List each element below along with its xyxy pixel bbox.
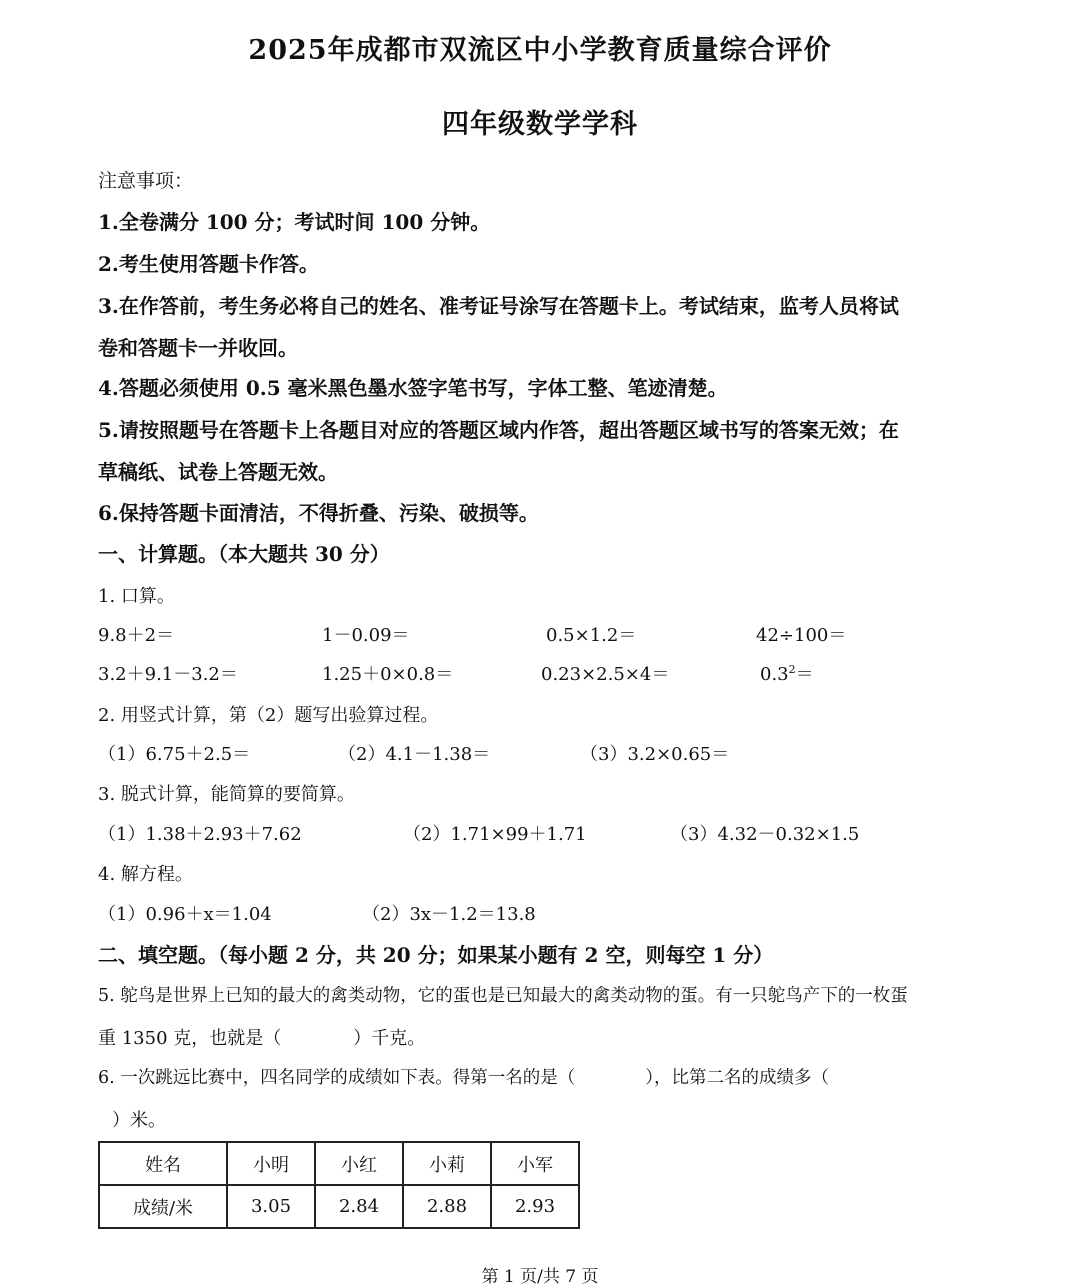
q4-label: 4. 解方程。 xyxy=(98,864,193,885)
q1-item-square: $0.3^2=$ xyxy=(760,663,814,685)
q3-item: （2）1.71×99＋1.71 xyxy=(403,824,587,845)
q2-item: （3）3.2×0.65＝ xyxy=(580,744,730,765)
table-header-cell: 小红 xyxy=(315,1142,403,1185)
notice-item: 4.答题必须使用 0.5 毫米黑色墨水签字笔书写，字体工整、笔迹清楚。 xyxy=(98,376,728,400)
page-footer: 第 1 页/共 7 页 xyxy=(481,1267,599,1287)
table-cell: 2.93 xyxy=(491,1185,579,1228)
q1-item: 42÷100＝ xyxy=(756,625,847,646)
notice-item: 卷和答题卡一并收回。 xyxy=(98,336,298,360)
notice-heading: 注意事项： xyxy=(98,170,194,192)
notice-item: 6.保持答题卡面清洁，不得折叠、污染、破损等。 xyxy=(98,501,539,525)
q2-label: 2. 用竖式计算，第（2）题写出验算过程。 xyxy=(98,705,439,726)
table-header-cell: 姓名 xyxy=(99,1142,227,1185)
table-cell: 成绩/米 xyxy=(99,1185,227,1228)
q5-line1: 5. 鸵鸟是世界上已知的最大的禽类动物，它的蛋也是已知最大的禽类动物的蛋。有一只鸵鸟产下的一枚蛋 xyxy=(98,986,908,1006)
q1-item: 0.5×1.2＝ xyxy=(546,625,637,646)
section2-heading: 二、填空题。（每小题 2 分，共 20 分；如果某小题有 2 空，则每空 1 分） xyxy=(98,943,774,967)
q3-item: （1）1.38＋2.93＋7.62 xyxy=(98,824,302,845)
q5-line2: 重 1350 克，也就是（ ）千克。 xyxy=(98,1028,426,1049)
table-header-cell: 小明 xyxy=(227,1142,315,1185)
table-cell: 2.84 xyxy=(315,1185,403,1228)
page-subtitle: 四年级数学学科 xyxy=(442,109,638,140)
q1-item: 0.23×2.5×4＝ xyxy=(541,664,670,685)
table-header-cell: 小军 xyxy=(491,1142,579,1185)
q1-item: 3.2＋9.1－3.2＝ xyxy=(98,664,238,685)
table-row xyxy=(99,1142,579,1185)
table-cell: 2.88 xyxy=(403,1185,491,1228)
section1-heading: 一、计算题。（本大题共 30 分） xyxy=(98,542,390,566)
q1-label: 1. 口算。 xyxy=(98,586,175,607)
page-title: 2025年成都市双流区中小学教育质量综合评价 xyxy=(248,35,832,66)
table-header-cell: 小莉 xyxy=(403,1142,491,1185)
q1-item: 1－0.09＝ xyxy=(322,625,410,646)
notice-item: 1.全卷满分 100 分；考试时间 100 分钟。 xyxy=(98,210,491,234)
q6-line2: ）米。 xyxy=(112,1110,166,1131)
q2-item: （1）6.75＋2.5＝ xyxy=(98,744,251,765)
q1-item: 9.8＋2＝ xyxy=(98,625,175,646)
notice-item: 3.在作答前，考生务必将自己的姓名、准考证号涂写在答题卡上。考试结束，监考人员将试 xyxy=(98,294,899,318)
notice-item: 5.请按照题号在答题卡上各题目对应的答题区域内作答，超出答题区域书写的答案无效；在 xyxy=(98,418,899,442)
q1-item: 1.25＋0×0.8＝ xyxy=(322,664,454,685)
scores-table xyxy=(98,1141,580,1229)
q3-item: （3）4.32－0.32×1.5 xyxy=(670,824,860,845)
table-cell: 3.05 xyxy=(227,1185,315,1228)
q4-item: （2）3x－1.2＝13.8 xyxy=(362,904,536,925)
q6-line1: 6. 一次跳远比赛中，四名同学的成绩如下表。得第一名的是（ ），比第二名的成绩多（ xyxy=(98,1068,830,1088)
notice-item: 2.考生使用答题卡作答。 xyxy=(98,252,319,276)
table-row xyxy=(99,1185,579,1228)
q2-item: （2）4.1－1.38＝ xyxy=(338,744,491,765)
q3-label: 3. 脱式计算，能简算的要简算。 xyxy=(98,784,355,805)
q4-item: （1）0.96＋x＝1.04 xyxy=(98,904,272,925)
notice-item: 草稿纸、试卷上答题无效。 xyxy=(98,460,338,484)
